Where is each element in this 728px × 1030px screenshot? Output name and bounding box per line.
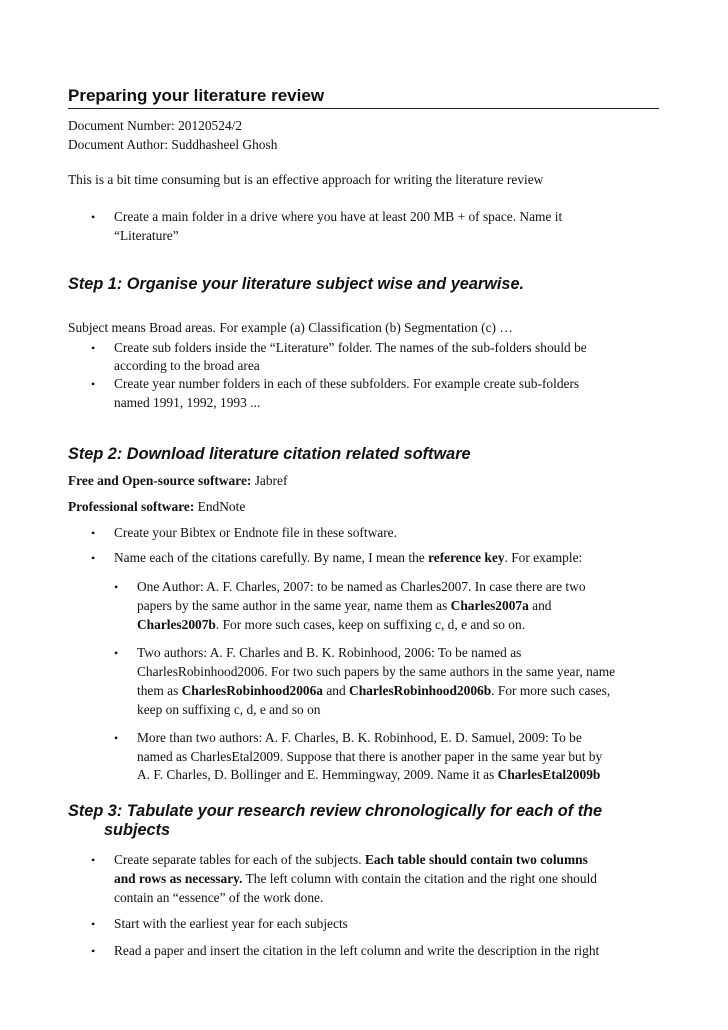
sub-bullet-line: named as CharlesEtal2009. Suppose that there is another paper in the same year but by bbox=[137, 749, 603, 764]
step3-bullet-line: contain an “essence” of the work done. bbox=[114, 890, 324, 905]
step2-bullet-line bbox=[114, 550, 582, 566]
sub-bullet-line: CharlesRobinhood2006. For two such papers by the same authors in the same year, name bbox=[137, 664, 616, 679]
text-run: . For example: bbox=[504, 550, 583, 565]
bold-run: CharlesEtal2009b bbox=[497, 767, 601, 782]
step1-heading: Step 1: Organise your literature subject wise and yearwise. bbox=[68, 275, 525, 293]
sub-bullet-marker: • bbox=[114, 580, 119, 594]
professional-software-label: Professional software: bbox=[68, 499, 195, 514]
bold-run: Charles2007a bbox=[450, 598, 529, 613]
step1-bullet-line: according to the broad area bbox=[114, 358, 260, 373]
bold-run: Charles2007b bbox=[137, 617, 216, 632]
step1-bullet-line: Create sub folders inside the “Literature” folder. The names of the sub-folders should be bbox=[114, 340, 587, 355]
bold-run: CharlesRobinhood2006a bbox=[181, 683, 323, 698]
text-run: and bbox=[528, 598, 552, 613]
text-run: . For more such cases, keep on suffixing c, d, e and so on. bbox=[215, 617, 526, 632]
text-run: papers by the same author in the same year, name them as bbox=[137, 598, 451, 613]
step1-bullet-line: Create year number folders in each of these subfolders. For example create sub-folders bbox=[114, 376, 580, 391]
document-title: Preparing your literature review bbox=[68, 86, 325, 105]
text-run: The left column with contain the citation and the right one should bbox=[242, 871, 597, 886]
text-run: them as bbox=[137, 683, 182, 698]
intro-bullet-line: “Literature” bbox=[114, 228, 179, 243]
sub-bullet-line bbox=[137, 767, 600, 783]
text-run: and bbox=[323, 683, 350, 698]
bullet-marker: • bbox=[91, 944, 96, 958]
free-software-value: Jabref bbox=[251, 473, 288, 488]
sub-bullet-line: More than two authors: A. F. Charles, B. K. Robinhood, E. D. Samuel, 2009: To be bbox=[137, 730, 582, 745]
text-run: Name each of the citations carefully. By name, I mean the bbox=[114, 550, 429, 565]
sub-bullet-line bbox=[137, 598, 551, 614]
text-run: . For more such cases, bbox=[491, 683, 611, 698]
text-run: Create separate tables for each of the subjects. bbox=[114, 852, 365, 867]
step3-bullet-line bbox=[114, 852, 588, 868]
intro-text: This is a bit time consuming but is an effective approach for writing the literature review bbox=[68, 172, 544, 187]
sub-bullet-line: One Author: A. F. Charles, 2007: to be named as Charles2007. In case there are two bbox=[137, 579, 586, 594]
bullet-marker: • bbox=[91, 377, 96, 391]
step2-bullet-line: Create your Bibtex or Endnote file in these software. bbox=[114, 525, 397, 540]
intro-bullet-line: Create a main folder in a drive where you have at least 200 MB + of space. Name it bbox=[114, 209, 563, 224]
step3-bullet-line: Start with the earliest year for each subjects bbox=[114, 916, 348, 931]
sub-bullet-line bbox=[137, 683, 610, 699]
bold-run: Each table should contain two columns bbox=[364, 852, 588, 867]
document-number: Document Number: 20120524/2 bbox=[68, 118, 243, 133]
bullet-marker: • bbox=[91, 210, 96, 224]
step1-subject-line: Subject means Broad areas. For example (a) Classification (b) Segmentation (c) … bbox=[68, 320, 513, 335]
bold-run: CharlesRobinhood2006b bbox=[349, 683, 492, 698]
free-software-line bbox=[68, 473, 287, 489]
bullet-marker: • bbox=[91, 526, 96, 540]
sub-bullet-marker: • bbox=[114, 646, 119, 660]
step1-bullet-line: named 1991, 1992, 1993 ... bbox=[114, 395, 261, 410]
professional-software-value: EndNote bbox=[194, 499, 246, 514]
sub-bullet-marker: • bbox=[114, 731, 119, 745]
step3-bullet-line: Read a paper and insert the citation in the left column and write the description in the right bbox=[114, 943, 600, 958]
bold-run: and rows as necessary. bbox=[114, 871, 243, 886]
bold-run: reference key bbox=[428, 550, 505, 565]
sub-bullet-line bbox=[137, 617, 525, 633]
bullet-marker: • bbox=[91, 551, 96, 565]
step2-heading: Step 2: Download literature citation related software bbox=[68, 445, 471, 463]
step3-heading: Step 3: Tabulate your research review chronologically for each of the bbox=[68, 802, 603, 820]
title-rule bbox=[68, 108, 659, 109]
sub-bullet-line: keep on suffixing c, d, e and so on bbox=[137, 702, 321, 717]
bullet-marker: • bbox=[91, 917, 96, 931]
bullet-marker: • bbox=[91, 341, 96, 355]
document-author: Document Author: Suddhasheel Ghosh bbox=[68, 137, 278, 152]
professional-software-line bbox=[68, 499, 245, 515]
text-run: A. F. Charles, D. Bollinger and E. Hemmingway, 2009. Name it as bbox=[137, 767, 498, 782]
step3-bullet-line bbox=[114, 871, 597, 887]
sub-bullet-line: Two authors: A. F. Charles and B. K. Robinhood, 2006: To be named as bbox=[137, 645, 522, 660]
free-software-label: Free and Open-source software: bbox=[68, 473, 252, 488]
bullet-marker: • bbox=[91, 853, 96, 867]
step3-heading-continued: subjects bbox=[104, 821, 171, 839]
